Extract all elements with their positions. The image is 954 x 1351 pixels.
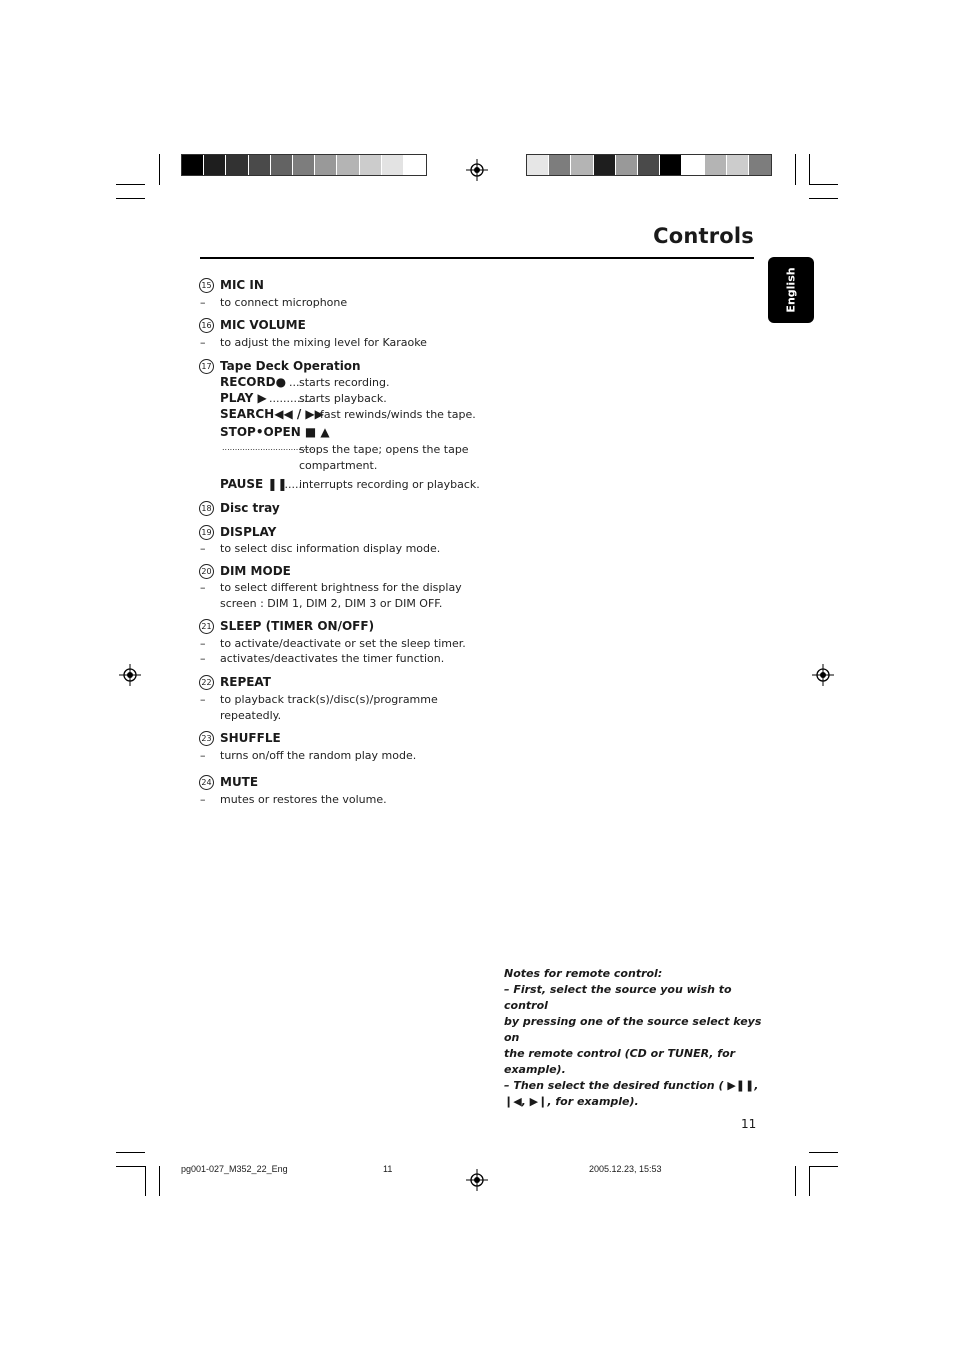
- search-description: fast rewinds/winds the tape.: [320, 408, 476, 421]
- grayscale-swatch: [182, 155, 204, 175]
- grayscale-swatch: [616, 155, 638, 175]
- crop-mark: [809, 1152, 838, 1153]
- item-heading: SHUFFLE: [220, 731, 281, 745]
- leader-dots: ...: [289, 376, 300, 389]
- grayscale-swatch: [682, 155, 704, 175]
- item-description: – mutes or restores the volume.: [200, 793, 387, 806]
- crop-mark: [116, 198, 145, 199]
- grayscale-swatch: [638, 155, 660, 175]
- title-rule: [200, 257, 754, 259]
- play-key-label: PLAY ▶: [220, 391, 267, 405]
- crop-mark: [159, 1166, 160, 1196]
- crop-mark: [159, 154, 160, 185]
- registration-mark-icon: [119, 664, 141, 686]
- item-heading: Disc tray: [220, 501, 280, 515]
- crop-mark: [116, 1166, 145, 1167]
- item-heading: MUTE: [220, 775, 259, 789]
- item-heading: Tape Deck Operation: [220, 359, 361, 373]
- item-description: – to connect microphone: [200, 296, 348, 309]
- grayscale-swatch: [527, 155, 549, 175]
- item-description: repeatedly.: [220, 709, 282, 722]
- item-number: 20: [199, 564, 214, 579]
- registration-mark-icon: [812, 664, 834, 686]
- item-description: – to select different brightness for the display: [200, 581, 462, 594]
- notes-title: Notes for remote control:: [504, 967, 663, 980]
- crop-mark: [809, 154, 810, 185]
- item-description: – to select disc information display mode.: [200, 542, 441, 555]
- grayscale-swatch: [249, 155, 271, 175]
- pause-description: interrupts recording or playback.: [299, 478, 480, 491]
- footer-filename: pg001-027_M352_22_Eng: [181, 1164, 288, 1174]
- crop-mark: [145, 1166, 146, 1196]
- grayscale-swatch: [293, 155, 315, 175]
- item-heading: SLEEP (TIMER ON/OFF): [220, 619, 375, 633]
- grayscale-bar-left: [181, 154, 427, 176]
- crop-mark: [809, 184, 838, 185]
- footer-page: 11: [383, 1164, 393, 1174]
- grayscale-swatch: [594, 155, 616, 175]
- grayscale-swatch: [571, 155, 593, 175]
- item-heading: REPEAT: [220, 675, 271, 689]
- grayscale-swatch: [404, 155, 426, 175]
- item-description: – to activate/deactivate or set the sleep timer.: [200, 637, 466, 650]
- search-key-label: SEARCH◀◀ / ▶▶: [220, 407, 324, 421]
- language-tab: [768, 257, 814, 323]
- item-heading: MIC IN: [220, 278, 264, 292]
- grayscale-swatch: [271, 155, 293, 175]
- item-description: – to playback track(s)/disc(s)/programme: [200, 693, 438, 706]
- grayscale-swatch: [660, 155, 682, 175]
- item-description: – turns on/off the random play mode.: [200, 749, 417, 762]
- item-heading: MIC VOLUME: [220, 318, 306, 332]
- play-description: starts playback.: [299, 392, 387, 405]
- stop-open-description: stops the tape; opens the tape: [299, 443, 469, 456]
- grayscale-swatch: [315, 155, 337, 175]
- pause-key-label: PAUSE ❚❚: [220, 477, 288, 491]
- leader-dots: ............: [269, 392, 311, 405]
- notes-line: ❙◀, ▶❙, for example).: [504, 1095, 639, 1108]
- remote-control-notes: [504, 966, 764, 1110]
- language-tab-label: English: [784, 267, 798, 313]
- grayscale-swatch: [226, 155, 248, 175]
- registration-mark-icon: [466, 159, 488, 181]
- record-key-label: RECORD●: [220, 375, 287, 389]
- leader-dots: .......: [281, 478, 306, 491]
- item-heading: DISPLAY: [220, 525, 277, 539]
- notes-line: the remote control (CD or TUNER, for: [504, 1047, 736, 1060]
- item-heading: DIM MODE: [220, 564, 291, 578]
- page-title: Controls: [653, 224, 754, 248]
- item-description: screen : DIM 1, DIM 2, DIM 3 or DIM OFF.: [220, 597, 443, 610]
- item-description: – activates/deactivates the timer function.: [200, 652, 445, 665]
- crop-mark: [116, 184, 145, 185]
- crop-mark: [795, 1166, 796, 1196]
- grayscale-swatch: [727, 155, 749, 175]
- leader-dots: ....................................: [222, 443, 314, 452]
- grayscale-swatch: [360, 155, 382, 175]
- grayscale-swatch: [749, 155, 771, 175]
- grayscale-swatch: [337, 155, 359, 175]
- stop-open-description: compartment.: [299, 459, 378, 472]
- item-number: 17: [199, 359, 214, 374]
- stop-open-key-label: STOP•OPEN ■ ▲: [220, 425, 330, 439]
- grayscale-swatch: [382, 155, 404, 175]
- page-number: 11: [741, 1117, 757, 1131]
- item-number: 23: [199, 731, 214, 746]
- crop-mark: [116, 1152, 145, 1153]
- item-number: 15: [199, 278, 214, 293]
- item-number: 21: [199, 619, 214, 634]
- item-description: – to adjust the mixing level for Karaoke: [200, 336, 427, 349]
- crop-mark: [795, 154, 796, 185]
- grayscale-swatch: [204, 155, 226, 175]
- notes-line: – Then select the desired function ( ▶❚❚,: [504, 1079, 759, 1092]
- item-number: 22: [199, 675, 214, 690]
- item-number: 16: [199, 318, 214, 333]
- grayscale-swatch: [549, 155, 571, 175]
- notes-line: by pressing one of the source select keys on: [504, 1015, 762, 1044]
- crop-mark: [809, 1166, 810, 1196]
- item-number: 24: [199, 775, 214, 790]
- item-number: 18: [199, 501, 214, 516]
- item-number: 19: [199, 525, 214, 540]
- grayscale-swatch: [705, 155, 727, 175]
- crop-mark: [809, 1166, 838, 1167]
- record-description: starts recording.: [299, 376, 390, 389]
- crop-mark: [809, 198, 838, 199]
- footer-datetime: 2005.12.23, 15:53: [589, 1164, 662, 1174]
- notes-line: – First, select the source you wish to control: [504, 983, 732, 1012]
- grayscale-bar-right: [526, 154, 772, 176]
- notes-line: example).: [504, 1063, 566, 1076]
- registration-mark-icon: [466, 1169, 488, 1191]
